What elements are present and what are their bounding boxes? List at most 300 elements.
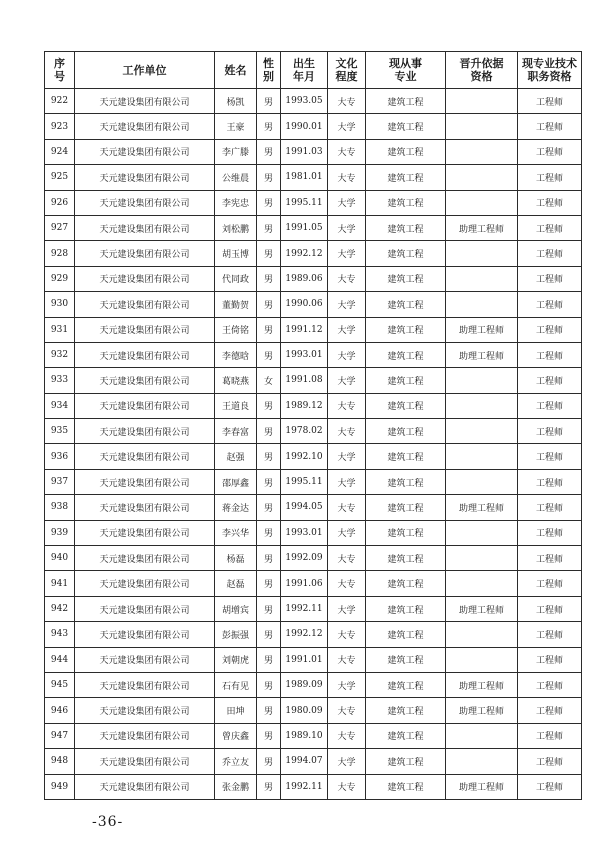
page-number: -36-	[92, 814, 124, 830]
cell-specialty: 建筑工程	[366, 368, 446, 393]
cell-gender: 男	[257, 241, 281, 266]
cell-unit: 天元建设集团有限公司	[75, 444, 215, 469]
cell-birth: 1992.09	[281, 546, 328, 571]
table-header	[45, 52, 582, 89]
table-row	[45, 571, 582, 596]
cell-education: 大专	[328, 647, 366, 672]
cell-seq: 927	[45, 215, 75, 240]
table-row	[45, 165, 582, 190]
cell-birth: 1990.06	[281, 292, 328, 317]
cell-name: 李广滕	[215, 139, 257, 164]
cell-specialty: 建筑工程	[366, 749, 446, 774]
table-row	[45, 393, 582, 418]
cell-education: 大学	[328, 444, 366, 469]
cell-specialty: 建筑工程	[366, 520, 446, 545]
cell-current-title: 工程师	[518, 774, 582, 799]
cell-unit: 天元建设集团有限公司	[75, 596, 215, 621]
cell-name: 张金鹏	[215, 774, 257, 799]
cell-gender: 男	[257, 89, 281, 114]
cell-name: 田坤	[215, 698, 257, 723]
cell-name: 刘松鹏	[215, 215, 257, 240]
cell-seq: 939	[45, 520, 75, 545]
cell-birth: 1992.10	[281, 444, 328, 469]
header-line: 资格	[470, 70, 493, 83]
cell-specialty: 建筑工程	[366, 596, 446, 621]
cell-unit: 天元建设集团有限公司	[75, 139, 215, 164]
cell-current-title: 工程师	[518, 241, 582, 266]
cell-gender: 男	[257, 393, 281, 418]
table-row	[45, 495, 582, 520]
cell-specialty: 建筑工程	[366, 698, 446, 723]
cell-education: 大学	[328, 292, 366, 317]
header-line: 现专业技术	[522, 57, 577, 70]
cell-unit: 天元建设集团有限公司	[75, 774, 215, 799]
cell-unit: 天元建设集团有限公司	[75, 698, 215, 723]
cell-seq: 944	[45, 647, 75, 672]
cell-promotion-basis	[446, 444, 518, 469]
cell-education: 大学	[328, 596, 366, 621]
cell-birth: 1991.12	[281, 317, 328, 342]
table-row	[45, 215, 582, 240]
cell-current-title: 工程师	[518, 647, 582, 672]
cell-unit: 天元建设集团有限公司	[75, 546, 215, 571]
cell-seq: 928	[45, 241, 75, 266]
cell-birth: 1991.01	[281, 647, 328, 672]
cell-unit: 天元建设集团有限公司	[75, 672, 215, 697]
cell-gender: 男	[257, 571, 281, 596]
cell-name: 石有见	[215, 672, 257, 697]
cell-unit: 天元建设集团有限公司	[75, 266, 215, 291]
cell-name: 赵强	[215, 444, 257, 469]
cell-birth: 1981.01	[281, 165, 328, 190]
header-line: 晋升依据	[459, 57, 504, 70]
cell-specialty: 建筑工程	[366, 672, 446, 697]
cell-promotion-basis	[446, 292, 518, 317]
cell-promotion-basis	[446, 647, 518, 672]
cell-current-title: 工程师	[518, 444, 582, 469]
cell-specialty: 建筑工程	[366, 241, 446, 266]
table-row	[45, 622, 582, 647]
cell-seq: 934	[45, 393, 75, 418]
table-row	[45, 368, 582, 393]
cell-promotion-basis: 助理工程师	[446, 698, 518, 723]
cell-seq: 932	[45, 342, 75, 367]
header-line: 现从事	[389, 57, 422, 70]
cell-gender: 男	[257, 647, 281, 672]
cell-name: 王豪	[215, 114, 257, 139]
cell-birth: 1993.01	[281, 520, 328, 545]
cell-promotion-basis	[446, 419, 518, 444]
cell-name: 胡玉博	[215, 241, 257, 266]
header-line: 职务资格	[527, 70, 572, 83]
cell-birth: 1980.09	[281, 698, 328, 723]
cell-birth: 1991.03	[281, 139, 328, 164]
header-specialty	[366, 52, 446, 89]
cell-gender: 男	[257, 495, 281, 520]
cell-promotion-basis: 助理工程师	[446, 317, 518, 342]
cell-gender: 男	[257, 723, 281, 748]
cell-unit: 天元建设集团有限公司	[75, 190, 215, 215]
cell-specialty: 建筑工程	[366, 723, 446, 748]
cell-specialty: 建筑工程	[366, 89, 446, 114]
cell-education: 大专	[328, 571, 366, 596]
cell-name: 李宪忠	[215, 190, 257, 215]
cell-gender: 女	[257, 368, 281, 393]
cell-promotion-basis	[446, 546, 518, 571]
cell-unit: 天元建设集团有限公司	[75, 241, 215, 266]
cell-name: 李兴华	[215, 520, 257, 545]
cell-unit: 天元建设集团有限公司	[75, 368, 215, 393]
cell-current-title: 工程师	[518, 469, 582, 494]
table-row	[45, 114, 582, 139]
cell-birth: 1989.12	[281, 393, 328, 418]
cell-unit: 天元建设集团有限公司	[75, 520, 215, 545]
cell-unit: 天元建设集团有限公司	[75, 292, 215, 317]
cell-gender: 男	[257, 292, 281, 317]
cell-specialty: 建筑工程	[366, 419, 446, 444]
cell-promotion-basis	[446, 571, 518, 596]
cell-education: 大学	[328, 241, 366, 266]
cell-specialty: 建筑工程	[366, 165, 446, 190]
cell-gender: 男	[257, 596, 281, 621]
header-birth	[281, 52, 328, 89]
cell-birth: 1991.08	[281, 368, 328, 393]
cell-promotion-basis: 助理工程师	[446, 495, 518, 520]
cell-current-title: 工程师	[518, 114, 582, 139]
cell-current-title: 工程师	[518, 393, 582, 418]
header-line: 出生	[293, 57, 315, 70]
header-line: 专业	[394, 70, 417, 83]
cell-gender: 男	[257, 215, 281, 240]
cell-gender: 男	[257, 469, 281, 494]
cell-name: 蒋金达	[215, 495, 257, 520]
cell-seq: 949	[45, 774, 75, 799]
cell-education: 大专	[328, 139, 366, 164]
cell-education: 大专	[328, 393, 366, 418]
cell-birth: 1995.11	[281, 190, 328, 215]
cell-unit: 天元建设集团有限公司	[75, 622, 215, 647]
cell-unit: 天元建设集团有限公司	[75, 165, 215, 190]
header-line: 程度	[335, 70, 358, 83]
cell-promotion-basis	[446, 469, 518, 494]
table-row	[45, 749, 582, 774]
cell-current-title: 工程师	[518, 596, 582, 621]
cell-birth: 1992.12	[281, 622, 328, 647]
cell-seq: 924	[45, 139, 75, 164]
header-line: 姓名	[224, 63, 247, 77]
cell-current-title: 工程师	[518, 495, 582, 520]
roster-table	[44, 51, 582, 800]
cell-seq: 937	[45, 469, 75, 494]
table-row	[45, 444, 582, 469]
cell-education: 大学	[328, 215, 366, 240]
cell-education: 大专	[328, 266, 366, 291]
cell-education: 大学	[328, 672, 366, 697]
cell-seq: 931	[45, 317, 75, 342]
header-line: 年月	[293, 70, 315, 83]
cell-seq: 946	[45, 698, 75, 723]
cell-current-title: 工程师	[518, 342, 582, 367]
cell-education: 大专	[328, 622, 366, 647]
cell-current-title: 工程师	[518, 546, 582, 571]
cell-gender: 男	[257, 672, 281, 697]
cell-education: 大专	[328, 723, 366, 748]
cell-unit: 天元建设集团有限公司	[75, 419, 215, 444]
cell-unit: 天元建设集团有限公司	[75, 114, 215, 139]
cell-birth: 1993.01	[281, 342, 328, 367]
cell-unit: 天元建设集团有限公司	[75, 393, 215, 418]
cell-gender: 男	[257, 165, 281, 190]
cell-name: 刘朝虎	[215, 647, 257, 672]
table-row	[45, 190, 582, 215]
cell-promotion-basis: 助理工程师	[446, 342, 518, 367]
cell-unit: 天元建设集团有限公司	[75, 495, 215, 520]
cell-gender: 男	[257, 190, 281, 215]
cell-specialty: 建筑工程	[366, 469, 446, 494]
header-unit	[75, 52, 215, 89]
cell-specialty: 建筑工程	[366, 266, 446, 291]
table-row	[45, 419, 582, 444]
cell-birth: 1994.07	[281, 749, 328, 774]
cell-gender: 男	[257, 317, 281, 342]
cell-specialty: 建筑工程	[366, 774, 446, 799]
cell-unit: 天元建设集团有限公司	[75, 89, 215, 114]
table-row	[45, 647, 582, 672]
cell-specialty: 建筑工程	[366, 444, 446, 469]
cell-gender: 男	[257, 698, 281, 723]
cell-gender: 男	[257, 139, 281, 164]
table-row	[45, 89, 582, 114]
cell-current-title: 工程师	[518, 749, 582, 774]
cell-gender: 男	[257, 444, 281, 469]
cell-gender: 男	[257, 622, 281, 647]
cell-education: 大专	[328, 495, 366, 520]
header-name	[215, 52, 257, 89]
cell-name: 曾庆鑫	[215, 723, 257, 748]
cell-birth: 1992.12	[281, 241, 328, 266]
cell-birth: 1989.10	[281, 723, 328, 748]
cell-specialty: 建筑工程	[366, 647, 446, 672]
cell-current-title: 工程师	[518, 317, 582, 342]
cell-specialty: 建筑工程	[366, 393, 446, 418]
cell-education: 大学	[328, 190, 366, 215]
cell-promotion-basis: 助理工程师	[446, 215, 518, 240]
cell-current-title: 工程师	[518, 266, 582, 291]
cell-gender: 男	[257, 774, 281, 799]
header-line: 文化	[335, 57, 358, 70]
cell-gender: 男	[257, 546, 281, 571]
cell-education: 大专	[328, 774, 366, 799]
cell-education: 大学	[328, 520, 366, 545]
cell-birth: 1993.05	[281, 89, 328, 114]
cell-name: 杨凯	[215, 89, 257, 114]
cell-unit: 天元建设集团有限公司	[75, 469, 215, 494]
header-row	[45, 52, 582, 89]
cell-seq: 935	[45, 419, 75, 444]
cell-promotion-basis	[446, 622, 518, 647]
cell-specialty: 建筑工程	[366, 139, 446, 164]
cell-name: 胡增宾	[215, 596, 257, 621]
cell-birth: 1989.09	[281, 672, 328, 697]
cell-education: 大学	[328, 469, 366, 494]
cell-birth: 1991.06	[281, 571, 328, 596]
cell-seq: 936	[45, 444, 75, 469]
cell-name: 葛晓燕	[215, 368, 257, 393]
cell-current-title: 工程师	[518, 723, 582, 748]
cell-current-title: 工程师	[518, 215, 582, 240]
header-current-title	[518, 52, 582, 89]
header-line: 工作单位	[122, 63, 167, 77]
table-row	[45, 241, 582, 266]
cell-specialty: 建筑工程	[366, 622, 446, 647]
cell-seq: 943	[45, 622, 75, 647]
cell-seq: 938	[45, 495, 75, 520]
cell-birth: 1992.11	[281, 596, 328, 621]
cell-current-title: 工程师	[518, 698, 582, 723]
cell-promotion-basis	[446, 165, 518, 190]
cell-promotion-basis	[446, 266, 518, 291]
cell-gender: 男	[257, 266, 281, 291]
cell-name: 彭振强	[215, 622, 257, 647]
header-line: 性	[263, 57, 274, 70]
cell-seq: 942	[45, 596, 75, 621]
cell-promotion-basis	[446, 190, 518, 215]
cell-specialty: 建筑工程	[366, 571, 446, 596]
cell-seq: 929	[45, 266, 75, 291]
cell-specialty: 建筑工程	[366, 342, 446, 367]
cell-seq: 925	[45, 165, 75, 190]
table-row	[45, 774, 582, 799]
cell-promotion-basis	[446, 139, 518, 164]
cell-birth: 1991.05	[281, 215, 328, 240]
cell-current-title: 工程师	[518, 292, 582, 317]
table-row	[45, 596, 582, 621]
cell-current-title: 工程师	[518, 368, 582, 393]
table-row	[45, 317, 582, 342]
cell-promotion-basis: 助理工程师	[446, 672, 518, 697]
cell-specialty: 建筑工程	[366, 190, 446, 215]
header-line: 别	[263, 70, 274, 83]
cell-unit: 天元建设集团有限公司	[75, 571, 215, 596]
header-promotion-basis	[446, 52, 518, 89]
cell-promotion-basis	[446, 393, 518, 418]
cell-specialty: 建筑工程	[366, 292, 446, 317]
cell-current-title: 工程师	[518, 622, 582, 647]
table-row	[45, 342, 582, 367]
cell-seq: 948	[45, 749, 75, 774]
cell-birth: 1995.11	[281, 469, 328, 494]
cell-seq: 930	[45, 292, 75, 317]
cell-gender: 男	[257, 749, 281, 774]
cell-birth: 1978.02	[281, 419, 328, 444]
cell-name: 赵磊	[215, 571, 257, 596]
cell-specialty: 建筑工程	[366, 495, 446, 520]
cell-name: 公维晨	[215, 165, 257, 190]
cell-specialty: 建筑工程	[366, 546, 446, 571]
cell-seq: 940	[45, 546, 75, 571]
cell-education: 大学	[328, 114, 366, 139]
table-row	[45, 266, 582, 291]
table-row	[45, 292, 582, 317]
cell-promotion-basis	[446, 749, 518, 774]
cell-promotion-basis	[446, 241, 518, 266]
cell-promotion-basis: 助理工程师	[446, 596, 518, 621]
cell-unit: 天元建设集团有限公司	[75, 342, 215, 367]
cell-current-title: 工程师	[518, 165, 582, 190]
cell-gender: 男	[257, 342, 281, 367]
cell-current-title: 工程师	[518, 571, 582, 596]
header-gender	[257, 52, 281, 89]
cell-name: 李春富	[215, 419, 257, 444]
table-row	[45, 520, 582, 545]
cell-seq: 926	[45, 190, 75, 215]
cell-education: 大学	[328, 368, 366, 393]
cell-name: 杨磊	[215, 546, 257, 571]
cell-current-title: 工程师	[518, 419, 582, 444]
cell-name: 乔立友	[215, 749, 257, 774]
cell-gender: 男	[257, 419, 281, 444]
cell-name: 邵厚鑫	[215, 469, 257, 494]
cell-promotion-basis	[446, 114, 518, 139]
cell-current-title: 工程师	[518, 520, 582, 545]
cell-education: 大专	[328, 546, 366, 571]
cell-current-title: 工程师	[518, 139, 582, 164]
cell-education: 大专	[328, 698, 366, 723]
cell-seq: 933	[45, 368, 75, 393]
header-seq	[45, 52, 75, 89]
cell-current-title: 工程师	[518, 672, 582, 697]
table-row	[45, 723, 582, 748]
cell-education: 大学	[328, 342, 366, 367]
cell-education: 大专	[328, 419, 366, 444]
cell-current-title: 工程师	[518, 89, 582, 114]
cell-gender: 男	[257, 520, 281, 545]
cell-promotion-basis: 助理工程师	[446, 774, 518, 799]
cell-name: 王倚铭	[215, 317, 257, 342]
cell-seq: 945	[45, 672, 75, 697]
cell-unit: 天元建设集团有限公司	[75, 647, 215, 672]
cell-education: 大专	[328, 165, 366, 190]
header-education	[328, 52, 366, 89]
table-row	[45, 139, 582, 164]
cell-gender: 男	[257, 114, 281, 139]
cell-unit: 天元建设集团有限公司	[75, 749, 215, 774]
cell-education: 大学	[328, 749, 366, 774]
table-row	[45, 546, 582, 571]
cell-seq: 947	[45, 723, 75, 748]
cell-promotion-basis	[446, 520, 518, 545]
cell-promotion-basis	[446, 723, 518, 748]
cell-birth: 1992.11	[281, 774, 328, 799]
cell-seq: 923	[45, 114, 75, 139]
cell-current-title: 工程师	[518, 190, 582, 215]
cell-education: 大专	[328, 89, 366, 114]
cell-seq: 922	[45, 89, 75, 114]
table-body	[45, 89, 582, 800]
cell-education: 大学	[328, 317, 366, 342]
cell-unit: 天元建设集团有限公司	[75, 215, 215, 240]
table-row	[45, 672, 582, 697]
cell-name: 李德晗	[215, 342, 257, 367]
cell-promotion-basis	[446, 368, 518, 393]
cell-unit: 天元建设集团有限公司	[75, 723, 215, 748]
cell-name: 王道良	[215, 393, 257, 418]
table-row	[45, 469, 582, 494]
cell-promotion-basis	[446, 89, 518, 114]
cell-name: 代同政	[215, 266, 257, 291]
header-line: 号	[54, 70, 65, 83]
cell-name: 董勤贺	[215, 292, 257, 317]
